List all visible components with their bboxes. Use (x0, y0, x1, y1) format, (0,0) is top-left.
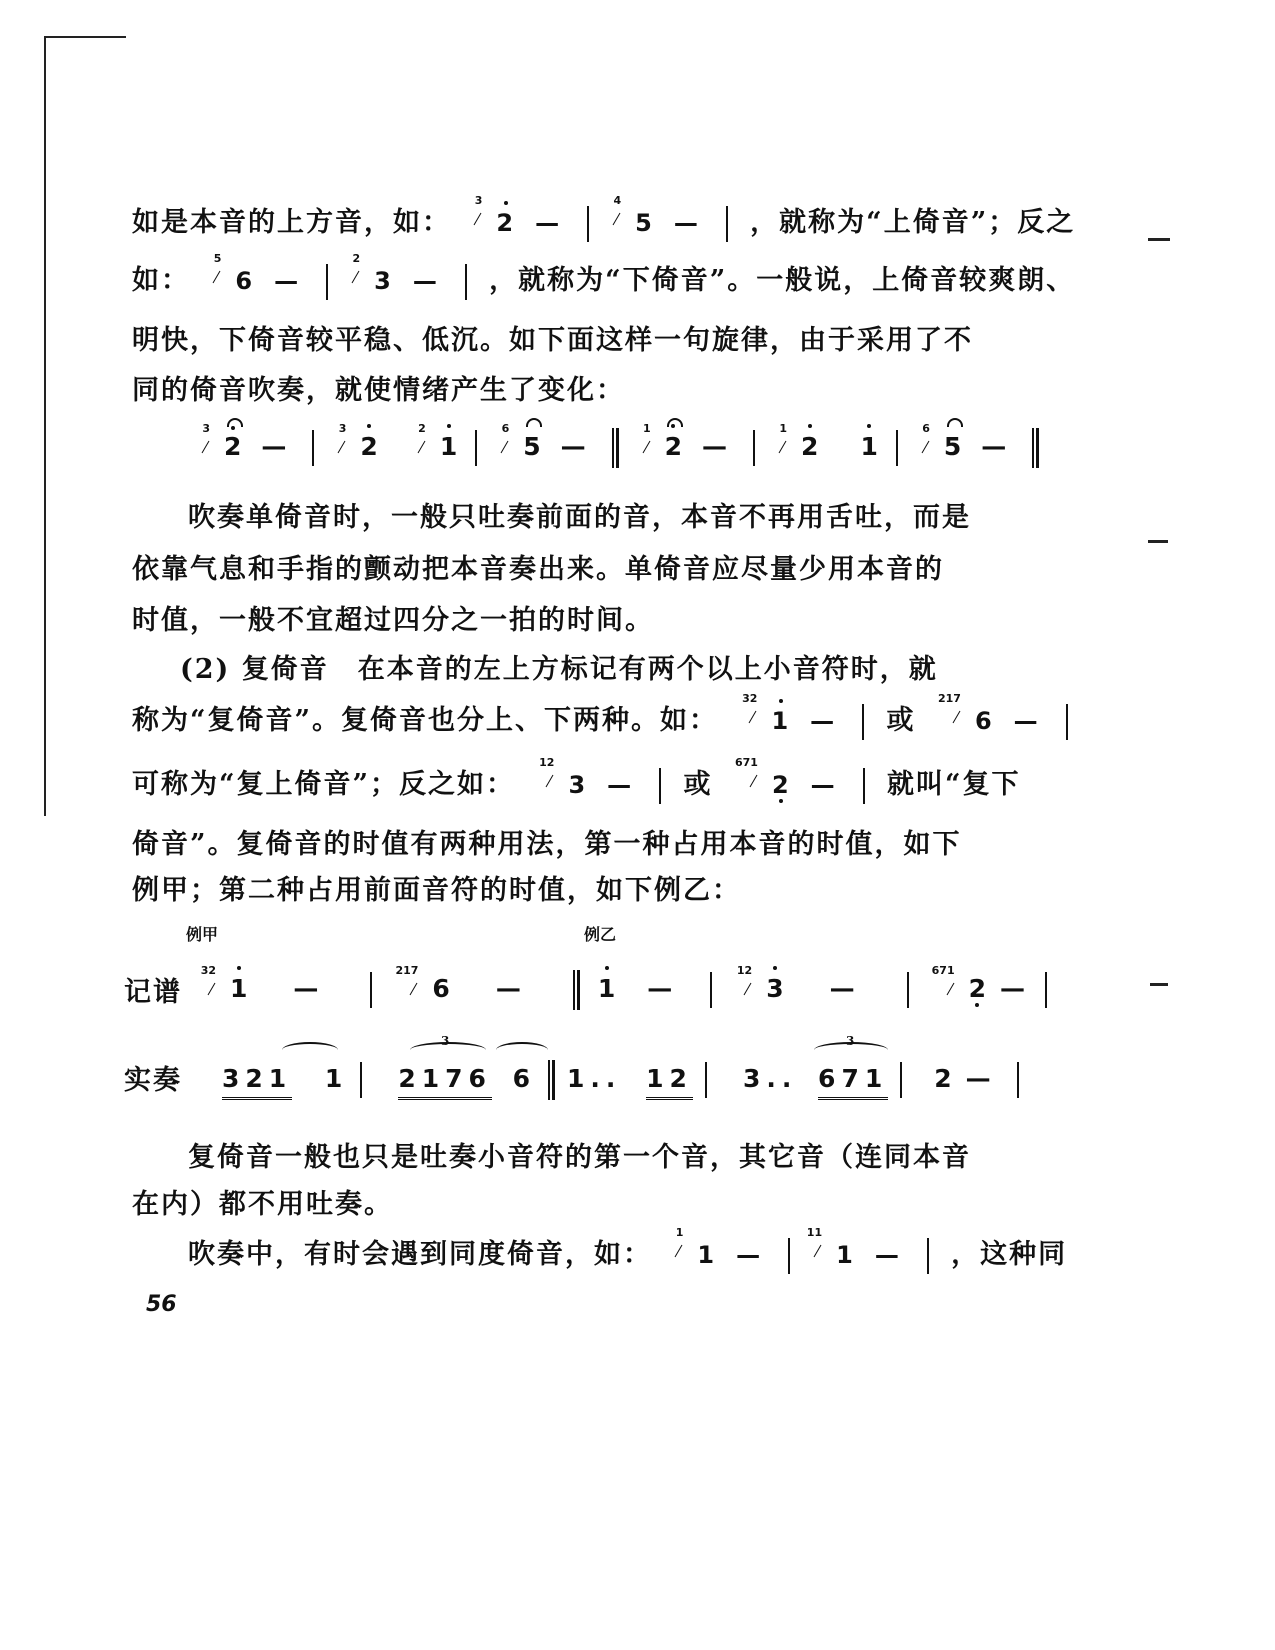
notation-mark (867, 424, 871, 428)
inline-notation-compound-upper (729, 692, 886, 735)
notation-mark (237, 966, 241, 970)
notation-mark: 1 (860, 432, 878, 461)
grace-note (910, 422, 932, 458)
barline (907, 972, 909, 1008)
notation-mark: 1 (230, 974, 248, 1003)
grace-digits: 4 (613, 194, 622, 207)
triplet-mark: 3 (846, 1034, 855, 1048)
grace-digits: 1 (642, 422, 651, 435)
barline (587, 206, 589, 242)
played-row (222, 1060, 1031, 1100)
barline (726, 206, 728, 242)
barline (710, 972, 712, 1008)
paragraph-text: 或 (683, 769, 713, 800)
note: 6 (974, 707, 994, 735)
grace-stem (749, 711, 757, 724)
notation-mark: 1 (439, 432, 458, 461)
barline (1066, 704, 1068, 740)
grace-stem (546, 775, 554, 788)
played-note: 2 (934, 1064, 958, 1093)
notation-mark: 2 (664, 432, 683, 461)
double-barline (612, 428, 619, 468)
notation-mark: 2 (224, 432, 242, 461)
notated-row-label: 记谱 (124, 977, 182, 1008)
grace-stem (921, 441, 929, 454)
grace-stem (338, 441, 346, 454)
grace-stem (202, 441, 210, 454)
melody-note (523, 432, 540, 461)
melody-note (440, 432, 457, 461)
text-line-4: 同的倚音吹奏，就使情绪产生了变化： (132, 375, 625, 406)
notation-mark: 2 (968, 974, 987, 1003)
text-line-1 (132, 194, 1076, 242)
barline (863, 768, 865, 804)
grace-stem (946, 983, 954, 996)
sustain-dash: — (535, 209, 562, 237)
inline-notation-upper-grace (462, 194, 750, 237)
grace-stem (750, 775, 758, 788)
sustain-dash: — (560, 432, 586, 461)
sustain-dash: — (647, 974, 673, 1003)
barline (326, 264, 328, 300)
grace-note (526, 756, 556, 792)
note: 3 (568, 771, 588, 799)
note: 1 (836, 1241, 855, 1269)
grace-digits: 32 (742, 692, 758, 705)
grace-digits: 2 (352, 252, 361, 265)
played-group: 321 (222, 1064, 292, 1100)
grace-note (489, 422, 511, 458)
sustain-dash: — (874, 1241, 901, 1269)
text-line-11: 倚音”。复倚音的时值有两种用法，第一种占用本音的时值，如下 (132, 829, 962, 860)
barline (475, 430, 477, 466)
text-line-3: 明快，下倚音较平稳、低沉。如下面这样一句旋律，由于采用了不 (132, 325, 973, 356)
sustain-dash: — (829, 974, 855, 1003)
double-barline (1032, 428, 1039, 468)
grace-stem (744, 983, 752, 996)
grace-note (462, 194, 484, 230)
note: 6 (235, 267, 255, 295)
note (969, 974, 986, 1003)
grace-note (724, 964, 754, 1000)
grace-note (802, 1226, 824, 1262)
grace-note (921, 964, 957, 1000)
melody-note (665, 432, 682, 461)
notation-mark (667, 418, 683, 427)
barline (900, 1062, 902, 1098)
paragraph-text: 吹奏中，有时会遇到同度倚音，如： (188, 1239, 652, 1270)
grace-digits: 32 (200, 964, 216, 977)
grace-digits: 3 (338, 422, 347, 435)
note (766, 974, 783, 1003)
played-note: 1.. (567, 1064, 622, 1093)
grace-stem (417, 441, 425, 454)
notation-mark: 2 (801, 432, 819, 461)
scan-mark (1148, 540, 1168, 543)
barline (788, 1238, 790, 1274)
melody-note (360, 432, 377, 461)
played-group: 2176 (398, 1064, 492, 1100)
text-line-12: 例甲；第二种占用前面音符的时值，如下例乙： (132, 875, 741, 906)
grace-note (340, 252, 362, 288)
played-group: 671 (818, 1064, 888, 1100)
scan-mark (1150, 983, 1168, 986)
notation-mark (975, 1003, 979, 1007)
paragraph-text: 称为“复倚音”。复倚音也分上、下两种。如： (132, 705, 719, 736)
sustain-dash: — (274, 267, 301, 295)
sustain-dash: — (1000, 974, 1026, 1003)
barline (896, 430, 898, 466)
grace-note (406, 422, 428, 458)
notation-mark (504, 201, 508, 205)
inline-notation-compound-lower (526, 756, 683, 799)
text-line-8: (2) 复倚音 在本音的左上方标记有两个以上小音符时，就 (180, 654, 938, 685)
barline (360, 1062, 362, 1098)
melody-note (860, 432, 877, 461)
notation-mark (808, 424, 812, 428)
notation-mark (367, 424, 371, 428)
text-line-2 (132, 252, 1076, 300)
text-line-7: 时值，一般不宜超过四分之一拍的时间。 (132, 605, 654, 636)
sustain-dash: — (495, 974, 521, 1003)
text-line-10 (132, 756, 1021, 804)
grace-note (729, 692, 759, 728)
notation-mark: 2 (771, 771, 791, 799)
notation-mark (947, 418, 963, 427)
barline (465, 264, 467, 300)
grace-note (601, 194, 623, 230)
grace-note (326, 422, 348, 458)
note (598, 974, 615, 1003)
grace-note (663, 1226, 685, 1262)
sustain-dash: — (736, 1241, 763, 1269)
played-note: 3.. (742, 1064, 798, 1093)
grace-stem (501, 441, 509, 454)
barline (312, 430, 314, 466)
grace-stem (208, 983, 216, 996)
notation-mark: 3 (766, 974, 784, 1003)
notation-mark (605, 966, 609, 970)
sustain-dash: — (673, 209, 700, 237)
paragraph-text: 就叫“复下 (887, 769, 1021, 800)
grace-note (384, 964, 420, 1000)
double-barline (548, 1060, 555, 1100)
note: 1 (697, 1241, 717, 1269)
paragraph-text: 如是本音的上方音，如： (132, 207, 451, 238)
played-note: 1 (324, 1064, 349, 1093)
barline (1017, 1062, 1019, 1098)
sustain-dash: — (981, 432, 1007, 461)
double-barline (573, 970, 580, 1010)
inline-notation-compound-upper-2 (927, 692, 1080, 735)
example-a-label: 例甲 (186, 925, 219, 944)
paragraph-text: ，就称为“下倚音”。一般说，上倚音较爽朗、 (489, 265, 1076, 296)
grace-note (631, 422, 653, 458)
sustain-dash: — (810, 707, 837, 735)
notation-mark (526, 418, 542, 427)
notation-mark: 1 (597, 974, 616, 1003)
example-b-label: 例乙 (584, 925, 617, 944)
grace-stem (642, 441, 650, 454)
page-number: 56 (146, 1292, 177, 1317)
grace-stem (953, 711, 961, 724)
barline (705, 1062, 707, 1098)
grace-digits: 12 (539, 756, 555, 769)
played-row-label: 实奏 (124, 1065, 182, 1096)
grace-digits: 1 (779, 422, 788, 435)
grace-note (927, 692, 963, 728)
sustain-dash: — (293, 974, 319, 1003)
grace-digits: 12 (736, 964, 753, 977)
note: 3 (374, 267, 393, 295)
inline-notation-lower-grace (201, 252, 489, 295)
grace-stem (675, 1245, 683, 1258)
grace-digits: 3 (202, 422, 210, 435)
grace-digits: 217 (395, 964, 419, 977)
sustain-dash: — (810, 771, 837, 799)
barline (927, 1238, 929, 1274)
melody-example (190, 422, 1051, 468)
note (496, 209, 515, 237)
grace-note (201, 252, 223, 288)
notation-mark (779, 799, 783, 803)
sustain-dash: — (965, 1064, 997, 1093)
grace-stem (352, 271, 360, 284)
notation-mark (779, 699, 783, 703)
barline (659, 768, 661, 804)
grace-digits: 6 (501, 422, 510, 435)
notation-mark (773, 966, 777, 970)
text-line-6: 依靠气息和手指的颤动把本音奏出来。单倚音应尽量少用本音的 (132, 554, 944, 585)
sustain-dash: — (1013, 707, 1040, 735)
sustain-dash: — (412, 267, 439, 295)
sustain-dash: — (261, 432, 287, 461)
notation-mark: 2 (496, 209, 516, 237)
grace-digits: 5 (213, 252, 222, 265)
grace-stem (814, 1245, 822, 1258)
grace-digits: 11 (806, 1226, 823, 1239)
barline (862, 704, 864, 740)
scan-mark (1148, 238, 1170, 241)
note (771, 707, 790, 735)
paragraph-text: 如： (132, 265, 190, 296)
grace-stem (213, 271, 221, 284)
grace-note (767, 422, 789, 458)
paragraph-text: ，这种同 (951, 1239, 1068, 1270)
inline-notation-unison (663, 1226, 951, 1269)
page-frame-left (44, 36, 46, 816)
note (772, 771, 791, 799)
note (230, 974, 247, 1003)
slur (496, 1042, 548, 1058)
text-line-9 (132, 692, 1080, 740)
grace-stem (613, 213, 621, 226)
grace-note (190, 422, 212, 458)
paragraph-text: 可称为“复上倚音”；反之如： (132, 769, 516, 800)
sustain-dash: — (607, 771, 634, 799)
inline-notation-compound-lower-2 (724, 756, 887, 799)
grace-digits: 2 (418, 422, 426, 435)
text-line-5: 吹奏单倚音时，一般只吐奏前面的音，本音不再用舌吐，而是 (188, 502, 971, 533)
barline (1045, 972, 1047, 1008)
notation-mark (227, 418, 243, 427)
barline (370, 972, 372, 1008)
notation-mark (447, 424, 451, 428)
paragraph-text: ，就称为“上倚音”；反之 (750, 207, 1076, 238)
triplet-mark: 3 (441, 1034, 450, 1048)
grace-stem (779, 441, 787, 454)
notation-mark: 5 (943, 432, 962, 461)
grace-digits: 6 (922, 422, 930, 435)
barline (753, 430, 755, 466)
grace-note (724, 756, 760, 792)
paragraph-text: 或 (886, 705, 916, 736)
played-group: 12 (646, 1064, 693, 1100)
note: 6 (432, 974, 450, 1003)
page-frame-top (44, 36, 126, 38)
melody-note (944, 432, 961, 461)
note: 5 (635, 209, 654, 237)
played-note: 6 (512, 1064, 537, 1093)
grace-stem (474, 213, 482, 226)
slur (282, 1042, 338, 1058)
notation-mark: 1 (771, 707, 791, 735)
grace-digits: 1 (675, 1226, 684, 1239)
text-line-14: 在内）都不用吐奏。 (132, 1189, 393, 1220)
notation-mark: 2 (360, 432, 378, 461)
grace-digits: 671 (931, 964, 955, 977)
notated-row (188, 964, 1059, 1010)
text-line-13: 复倚音一般也只是吐奏小音符的第一个音，其它音（连同本音 (188, 1142, 971, 1173)
sustain-dash: — (702, 432, 728, 461)
melody-note (801, 432, 818, 461)
grace-digits: 671 (734, 756, 758, 769)
melody-note (224, 432, 241, 461)
text-line-15 (188, 1226, 1068, 1274)
grace-stem (410, 983, 418, 996)
grace-digits: 3 (474, 194, 483, 207)
notation-mark: 5 (523, 432, 541, 461)
grace-note (188, 964, 218, 1000)
grace-digits: 217 (937, 692, 961, 705)
